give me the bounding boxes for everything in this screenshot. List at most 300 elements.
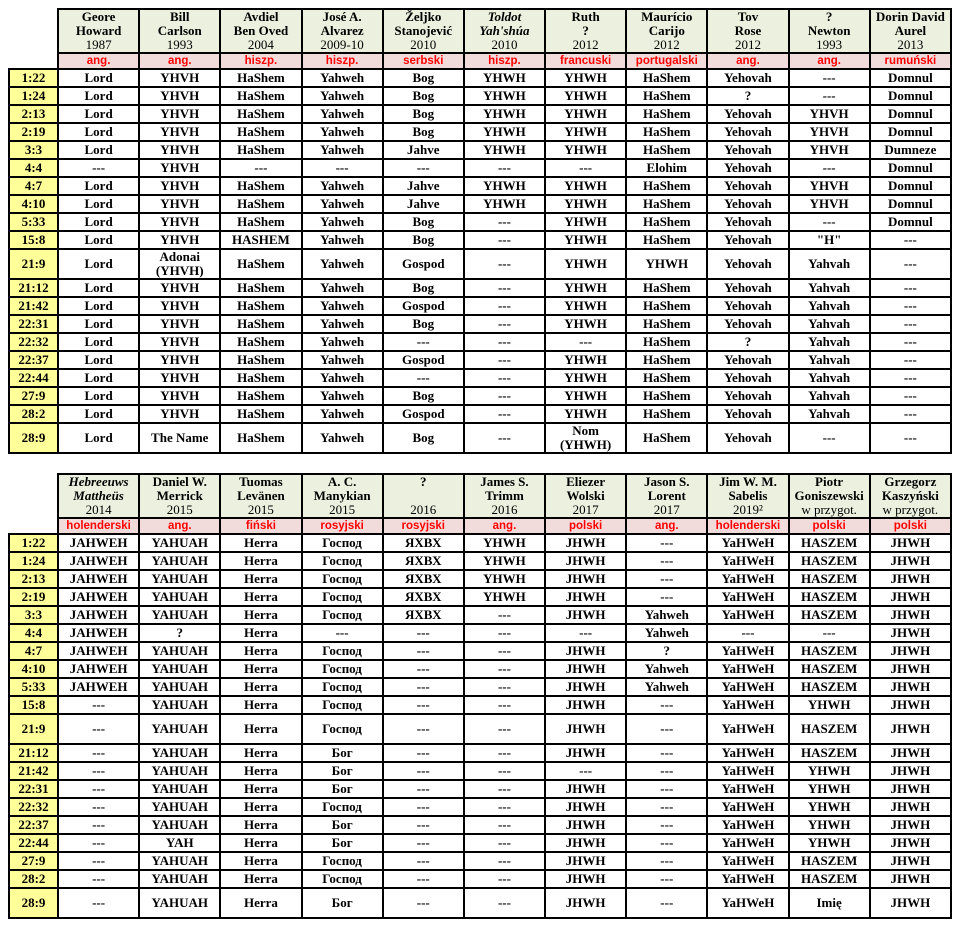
value-cell: Bog: [383, 123, 464, 141]
value-cell: JHWH: [870, 642, 951, 660]
value-cell: Yahweh: [302, 279, 383, 297]
verse-cell: 4:4: [9, 624, 58, 642]
value-cell: Господ: [302, 696, 383, 714]
value-cell: YHWH: [464, 552, 545, 570]
translator-name-line: Howard: [75, 23, 122, 38]
value-cell: YHWH: [545, 279, 626, 297]
value-cell: Yahweh: [302, 141, 383, 159]
translator-year: 2015: [329, 502, 356, 517]
table-row: [9, 141, 951, 159]
translator-name-line: Eliezer: [566, 474, 606, 489]
value-cell: Lord: [58, 387, 139, 405]
value-cell: Yehovah: [707, 69, 788, 87]
translator-year: 2016: [410, 502, 437, 517]
value-cell: ---: [58, 870, 139, 888]
value-cell: YHVH: [139, 213, 220, 231]
translator-name-line: Wolski: [566, 488, 605, 503]
verse-cell: 28:9: [9, 888, 58, 918]
value-cell: Yahweh: [302, 195, 383, 213]
value-cell: Gospod: [383, 297, 464, 315]
value-cell: JHWH: [870, 624, 951, 642]
value-cell: JHWH: [870, 660, 951, 678]
table-row: [9, 195, 951, 213]
translator-year: 2013: [897, 37, 924, 52]
value-cell: ---: [870, 351, 951, 369]
value-cell: Yahweh: [302, 369, 383, 387]
value-cell: Domnul: [870, 87, 951, 105]
table-row: [9, 660, 951, 678]
value-cell: Herra: [220, 570, 301, 588]
language-row: [9, 518, 951, 534]
value-cell: HaShem: [626, 279, 707, 297]
value-cell: JHWH: [545, 870, 626, 888]
value-cell: Yehovah: [707, 195, 788, 213]
verse-cell: 2:19: [9, 123, 58, 141]
value-cell: HaShem: [220, 195, 301, 213]
value-cell: ---: [383, 642, 464, 660]
value-cell: HaShem: [220, 213, 301, 231]
value-cell: Yehovah: [707, 387, 788, 405]
value-cell: JHWH: [870, 816, 951, 834]
value-cell: Bog: [383, 69, 464, 87]
value-cell: ---: [626, 780, 707, 798]
verse-cell: 22:37: [9, 816, 58, 834]
value-cell: ---: [464, 606, 545, 624]
value-cell: YHVH: [139, 159, 220, 177]
value-cell: HaShem: [626, 87, 707, 105]
language-cell: ang.: [464, 518, 545, 534]
language-row: [9, 53, 951, 69]
table-row: [9, 744, 951, 762]
value-cell: Herra: [220, 762, 301, 780]
translator-name-line: Goniszewski: [794, 488, 864, 503]
table-row: [9, 570, 951, 588]
translator-name-line: Carlson: [157, 23, 202, 38]
value-cell: YAHUAH: [139, 660, 220, 678]
value-cell: YAHUAH: [139, 696, 220, 714]
value-cell: YHWH: [464, 123, 545, 141]
value-cell: Yahweh: [302, 387, 383, 405]
value-cell: Herra: [220, 852, 301, 870]
value-cell: YaHWeH: [707, 570, 788, 588]
value-cell: Herra: [220, 660, 301, 678]
verse-cell: 22:44: [9, 834, 58, 852]
value-cell: HaShem: [220, 123, 301, 141]
value-cell: HaShem: [220, 369, 301, 387]
value-cell: Yahvah: [789, 315, 870, 333]
translator-name-line: Maurício: [641, 9, 693, 24]
value-cell: Бог: [302, 762, 383, 780]
value-cell: HASZEM: [789, 870, 870, 888]
translator-name-line: Trimm: [485, 488, 524, 503]
verse-cell: 21:9: [9, 714, 58, 744]
value-cell: ---: [464, 231, 545, 249]
value-cell: Бог: [302, 780, 383, 798]
value-cell: Бог: [302, 744, 383, 762]
value-cell: Yahweh: [302, 333, 383, 351]
value-cell: HaShem: [220, 87, 301, 105]
translator-year: 1987: [85, 37, 112, 52]
value-cell: JHWH: [545, 552, 626, 570]
value-cell: Yehovah: [707, 369, 788, 387]
table-1-body: [9, 69, 951, 453]
verse-cell: 4:10: [9, 660, 58, 678]
value-cell: Yahvah: [789, 369, 870, 387]
value-cell: YHVH: [139, 87, 220, 105]
table-row: [9, 213, 951, 231]
value-cell: YAHUAH: [139, 534, 220, 552]
value-cell: Yehovah: [707, 315, 788, 333]
value-cell: YaHWeH: [707, 660, 788, 678]
table-2-body: [9, 534, 951, 918]
table-row: [9, 798, 951, 816]
value-cell: ---: [464, 405, 545, 423]
language-cell: polski: [870, 518, 951, 534]
value-cell: YHVH: [789, 177, 870, 195]
value-cell: ---: [626, 816, 707, 834]
value-cell: ---: [464, 213, 545, 231]
translator-name-line: A. C.: [327, 474, 357, 489]
value-cell: HaShem: [220, 177, 301, 195]
verse-cell: 3:3: [9, 141, 58, 159]
value-cell: HaShem: [220, 249, 301, 279]
translator-name-line: ?: [582, 23, 589, 38]
value-cell: Yahvah: [789, 405, 870, 423]
verse-cell: 28:9: [9, 423, 58, 453]
value-cell: YaHWeH: [707, 834, 788, 852]
value-cell: YHWH: [789, 780, 870, 798]
value-cell: HaShem: [626, 69, 707, 87]
translator-header: [220, 474, 301, 518]
verse-cell: 5:33: [9, 213, 58, 231]
value-cell: Imię: [789, 888, 870, 918]
value-cell: YHWH: [545, 297, 626, 315]
value-cell: HaShem: [220, 69, 301, 87]
value-cell: Adonai (YHVH): [139, 249, 220, 279]
value-cell: Yahweh: [302, 105, 383, 123]
language-cell: rosyjski: [383, 518, 464, 534]
value-cell: Yehovah: [707, 213, 788, 231]
value-cell: Gospod: [383, 351, 464, 369]
verse-cell: 1:22: [9, 534, 58, 552]
value-cell: HaShem: [626, 105, 707, 123]
value-cell: HASZEM: [789, 534, 870, 552]
value-cell: Господ: [302, 588, 383, 606]
value-cell: ---: [870, 333, 951, 351]
value-cell: HaShem: [220, 333, 301, 351]
table-row: [9, 315, 951, 333]
value-cell: HASZEM: [789, 660, 870, 678]
value-cell: HaShem: [626, 405, 707, 423]
value-cell: ---: [626, 552, 707, 570]
value-cell: ---: [58, 852, 139, 870]
table-row: [9, 552, 951, 570]
value-cell: HaShem: [220, 315, 301, 333]
verse-cell: 27:9: [9, 852, 58, 870]
value-cell: Lord: [58, 279, 139, 297]
value-cell: Yahvah: [789, 297, 870, 315]
table-row: [9, 852, 951, 870]
value-cell: Herra: [220, 870, 301, 888]
value-cell: JHWH: [545, 534, 626, 552]
value-cell: ---: [870, 279, 951, 297]
translator-name-line: Sabelis: [728, 488, 768, 503]
value-cell: ---: [220, 159, 301, 177]
value-cell: YHWH: [789, 696, 870, 714]
value-cell: YaHWeH: [707, 588, 788, 606]
translator-name-line: Newton: [807, 23, 851, 38]
value-cell: YHVH: [139, 141, 220, 159]
value-cell: ---: [626, 696, 707, 714]
value-cell: ---: [383, 714, 464, 744]
value-cell: ---: [58, 780, 139, 798]
value-cell: Yahweh: [302, 351, 383, 369]
value-cell: ---: [626, 870, 707, 888]
translator-year: 1993: [816, 37, 843, 52]
value-cell: HASZEM: [789, 642, 870, 660]
table-row: [9, 369, 951, 387]
language-cell: francuski: [545, 53, 626, 69]
header-row: [9, 9, 951, 53]
value-cell: Lord: [58, 297, 139, 315]
value-cell: Yahweh: [302, 231, 383, 249]
translator-name-line: Alvarez: [320, 23, 364, 38]
translator-name-line: Mattheüs: [73, 488, 124, 503]
translator-header: [139, 474, 220, 518]
table-row: [9, 816, 951, 834]
value-cell: HaShem: [626, 333, 707, 351]
translator-name-line: Kaszyński: [881, 488, 939, 503]
value-cell: JHWH: [545, 798, 626, 816]
value-cell: Господ: [302, 852, 383, 870]
verse-cell: 22:32: [9, 798, 58, 816]
value-cell: YHWH: [464, 69, 545, 87]
verse-cell: 15:8: [9, 231, 58, 249]
value-cell: Господ: [302, 870, 383, 888]
value-cell: YHWH: [789, 798, 870, 816]
value-cell: ---: [58, 159, 139, 177]
value-cell: ---: [464, 297, 545, 315]
verse-cell: 28:2: [9, 405, 58, 423]
table-row: [9, 762, 951, 780]
value-cell: Elohim: [626, 159, 707, 177]
value-cell: ---: [464, 780, 545, 798]
value-cell: JHWH: [870, 780, 951, 798]
verse-cell: 28:2: [9, 870, 58, 888]
value-cell: JHWH: [870, 798, 951, 816]
value-cell: ---: [464, 159, 545, 177]
value-cell: Lord: [58, 423, 139, 453]
value-cell: Herra: [220, 696, 301, 714]
value-cell: ---: [545, 624, 626, 642]
value-cell: Yahvah: [789, 249, 870, 279]
translator-header: [383, 474, 464, 518]
value-cell: Lord: [58, 369, 139, 387]
value-cell: JHWH: [870, 534, 951, 552]
value-cell: ---: [870, 231, 951, 249]
value-cell: ---: [789, 624, 870, 642]
translator-name-line: Dorin David: [875, 9, 945, 24]
value-cell: Lord: [58, 141, 139, 159]
verse-cell: 22:31: [9, 315, 58, 333]
translator-name-line: Merrick: [156, 488, 203, 503]
verse-cell: 4:10: [9, 195, 58, 213]
language-cell: holenderski: [707, 518, 788, 534]
value-cell: YAHUAH: [139, 780, 220, 798]
value-cell: YHWH: [545, 123, 626, 141]
value-cell: YHVH: [139, 405, 220, 423]
verse-cell: 2:19: [9, 588, 58, 606]
value-cell: YHVH: [789, 141, 870, 159]
value-cell: ---: [383, 369, 464, 387]
value-cell: ---: [626, 888, 707, 918]
value-cell: YHVH: [139, 333, 220, 351]
translator-name-line: José A.: [322, 9, 362, 24]
table-row: [9, 387, 951, 405]
value-cell: YHWH: [545, 249, 626, 279]
table-row: [9, 624, 951, 642]
value-cell: Господ: [302, 798, 383, 816]
translator-year: 2012: [572, 37, 599, 52]
value-cell: YHVH: [139, 315, 220, 333]
value-cell: Господ: [302, 606, 383, 624]
value-cell: Lord: [58, 177, 139, 195]
value-cell: JHWH: [545, 852, 626, 870]
value-cell: YAHUAH: [139, 714, 220, 744]
value-cell: Господ: [302, 660, 383, 678]
value-cell: Bog: [383, 213, 464, 231]
value-cell: YaHWeH: [707, 534, 788, 552]
value-cell: YHVH: [139, 123, 220, 141]
value-cell: YaHWeH: [707, 552, 788, 570]
value-cell: Yahweh: [302, 405, 383, 423]
value-cell: Yahweh: [302, 177, 383, 195]
value-cell: Yahvah: [789, 333, 870, 351]
value-cell: ---: [464, 249, 545, 279]
table-row: [9, 696, 951, 714]
value-cell: Yehovah: [707, 141, 788, 159]
value-cell: ---: [626, 714, 707, 744]
value-cell: HASZEM: [789, 588, 870, 606]
value-cell: HaShem: [220, 405, 301, 423]
value-cell: YaHWeH: [707, 606, 788, 624]
table-2-head: [9, 474, 951, 534]
translator-name-line: Hebreeuws: [68, 474, 129, 489]
value-cell: HaShem: [220, 141, 301, 159]
value-cell: Bog: [383, 279, 464, 297]
value-cell: JHWH: [545, 570, 626, 588]
value-cell: Yahweh: [302, 249, 383, 279]
value-cell: Herra: [220, 552, 301, 570]
value-cell: JAHWEH: [58, 588, 139, 606]
translator-name-line: Yah'shúa: [479, 23, 530, 38]
value-cell: ---: [870, 369, 951, 387]
verse-cell: 22:44: [9, 369, 58, 387]
translator-header: [302, 474, 383, 518]
translator-year: 2012: [653, 37, 680, 52]
translator-name-line: Tov: [737, 9, 759, 24]
value-cell: JHWH: [545, 696, 626, 714]
translator-header: [789, 474, 870, 518]
value-cell: Jahve: [383, 195, 464, 213]
value-cell: YHVH: [139, 105, 220, 123]
value-cell: Bog: [383, 105, 464, 123]
value-cell: Yahweh: [302, 213, 383, 231]
table-row: [9, 606, 951, 624]
translator-name-line: Tuomas: [239, 474, 283, 489]
translator-header: [383, 9, 464, 53]
value-cell: ---: [464, 333, 545, 351]
translator-name-line: Carijo: [648, 23, 685, 38]
value-cell: YAHUAH: [139, 606, 220, 624]
value-cell: Herra: [220, 798, 301, 816]
verse-cell: 4:4: [9, 159, 58, 177]
value-cell: JAHWEH: [58, 570, 139, 588]
value-cell: YHWH: [464, 87, 545, 105]
translator-header: [545, 474, 626, 518]
translator-name-line: Rose: [734, 23, 762, 38]
translator-name-line: James S.: [480, 474, 529, 489]
table-row: [9, 159, 951, 177]
value-cell: HaShem: [626, 387, 707, 405]
value-cell: YAHUAH: [139, 552, 220, 570]
value-cell: Lord: [58, 213, 139, 231]
translator-year: 2012: [734, 37, 761, 52]
value-cell: Yehovah: [707, 297, 788, 315]
value-cell: YHWH: [464, 177, 545, 195]
value-cell: Lord: [58, 195, 139, 213]
value-cell: Bog: [383, 231, 464, 249]
value-cell: YHWH: [789, 834, 870, 852]
value-cell: ---: [464, 888, 545, 918]
translator-year: 2004: [247, 37, 274, 52]
value-cell: Господ: [302, 552, 383, 570]
value-cell: YHVH: [139, 387, 220, 405]
verse-cell: 1:24: [9, 87, 58, 105]
value-cell: YaHWeH: [707, 852, 788, 870]
value-cell: ---: [383, 624, 464, 642]
value-cell: ---: [464, 387, 545, 405]
value-cell: YaHWeH: [707, 798, 788, 816]
value-cell: Yahweh: [626, 606, 707, 624]
value-cell: YHVH: [789, 195, 870, 213]
translator-year: 2017: [572, 502, 599, 517]
language-cell: portugalski: [626, 53, 707, 69]
value-cell: YHWH: [789, 762, 870, 780]
translator-name-line: Toldot: [487, 9, 522, 24]
value-cell: JHWH: [870, 678, 951, 696]
translator-year: 1993: [166, 37, 193, 52]
table-row: [9, 870, 951, 888]
value-cell: YHVH: [789, 105, 870, 123]
value-cell: ---: [464, 369, 545, 387]
value-cell: YHWH: [464, 195, 545, 213]
language-cell: hiszp.: [302, 53, 383, 69]
value-cell: ---: [383, 816, 464, 834]
value-cell: Domnul: [870, 213, 951, 231]
value-cell: HASZEM: [789, 678, 870, 696]
verse-cell: 4:7: [9, 642, 58, 660]
translator-header: [707, 9, 788, 53]
translator-year: 2017: [653, 502, 680, 517]
verse-cell: 21:9: [9, 249, 58, 279]
value-cell: HASZEM: [789, 606, 870, 624]
value-cell: Herra: [220, 834, 301, 852]
value-cell: ---: [545, 159, 626, 177]
table-1-head: [9, 9, 951, 69]
value-cell: HaShem: [626, 177, 707, 195]
translator-header: [139, 9, 220, 53]
